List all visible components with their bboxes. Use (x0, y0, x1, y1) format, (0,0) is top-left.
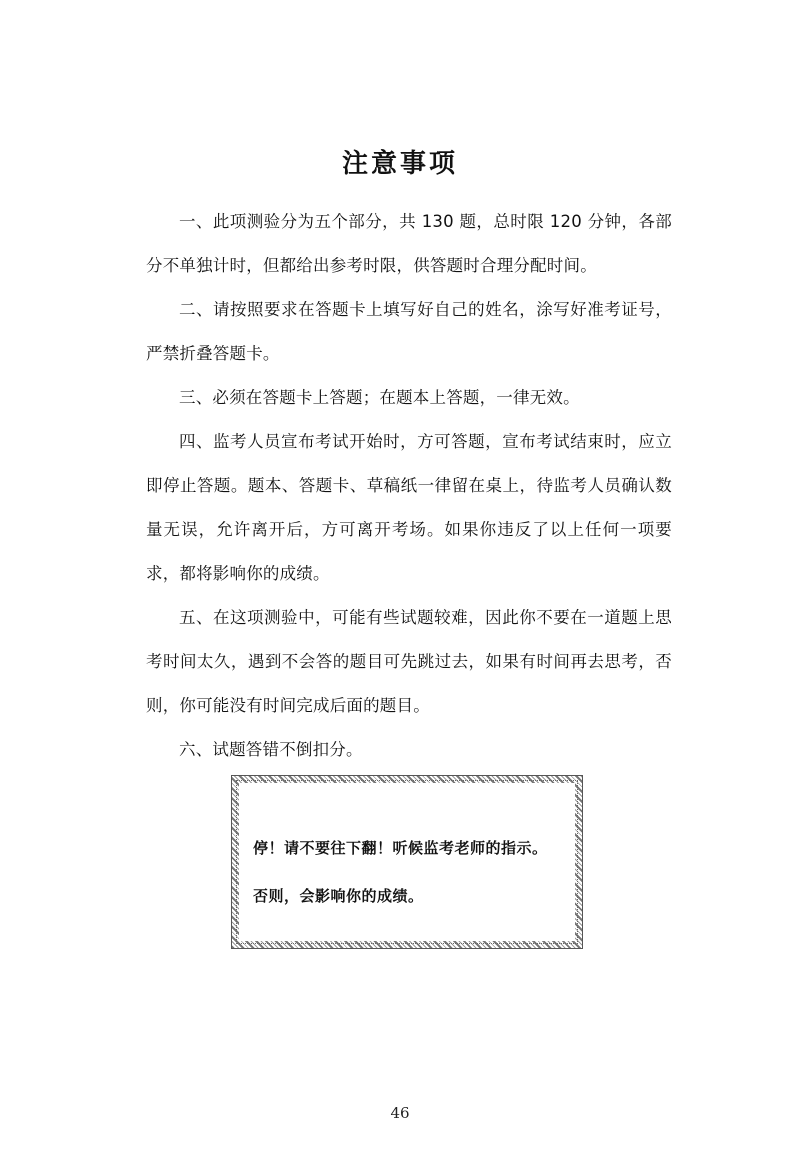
stop-notice-line: 否则，会影响你的成绩。 (253, 887, 424, 905)
instruction-item: 一、此项测验分为五个部分，共 130 题，总时限 120 分钟，各部分不单独计时，但都给出参考时限，供答题时合理分配时间。 (146, 212, 672, 275)
instruction-item: 四、监考人员宣布考试开始时，方可答题，宣布考试结束时，应立即停止答题。题本、答题卡、草稿纸一律留在桌上，待监考人员确认数量无误，允许离开后，方可离开考场。如果你违反了以上任何一项要求，都将影响你的成绩。 (146, 432, 672, 583)
instructions-list (146, 200, 672, 772)
page-title: 注意事项 (341, 149, 458, 179)
instruction-item: 三、必须在答题卡上答题；在题本上答题，一律无效。 (179, 388, 580, 407)
stop-notice-line: 停！请不要往下翻！听候监考老师的指示。 (253, 839, 548, 857)
instruction-item: 二、请按照要求在答题卡上填写好自己的姓名，涂写好准考证号，严禁折叠答题卡。 (146, 300, 672, 363)
page-number: 46 (390, 1104, 410, 1122)
instruction-item: 五、在这项测验中，可能有些试题较难，因此你不要在一道题上思考时间太久，遇到不会答的题目可先跳过去，如果有时间再去思考，否则，你可能没有时间完成后面的题目。 (146, 608, 672, 715)
instruction-item: 六、试题答错不倒扣分。 (179, 740, 363, 759)
stop-notice-box (232, 776, 582, 948)
